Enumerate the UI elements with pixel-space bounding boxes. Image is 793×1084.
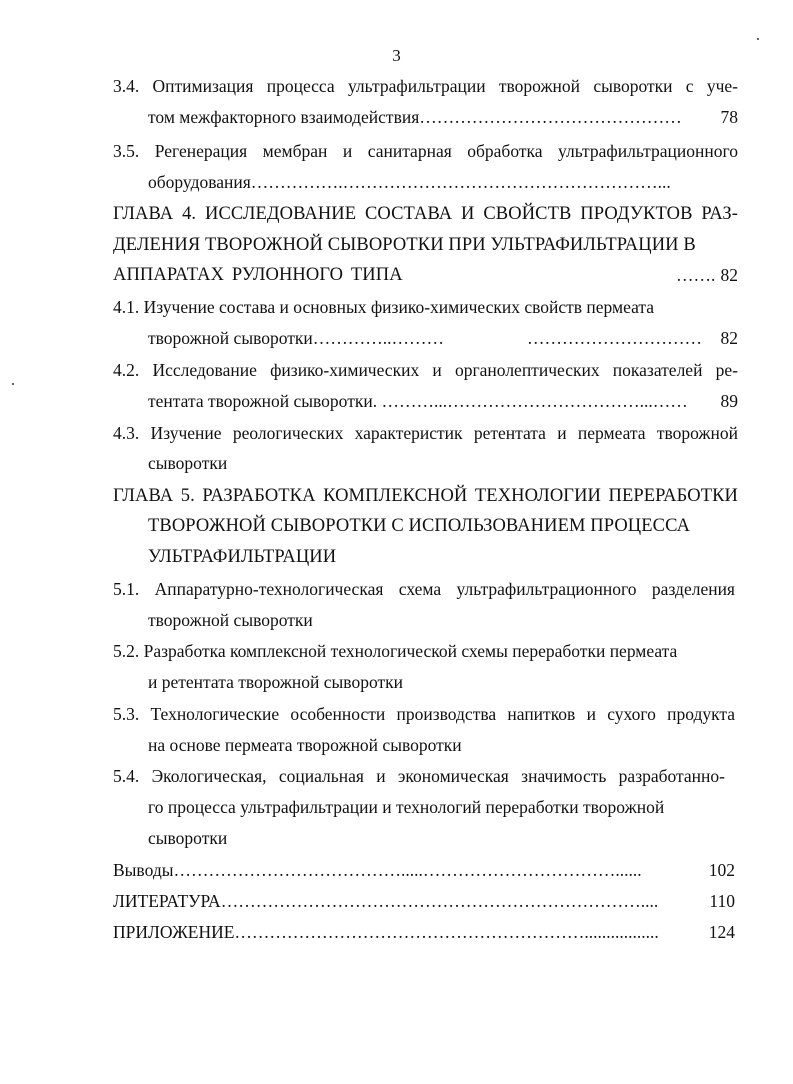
toc-4-2-page: 89 xyxy=(720,391,738,411)
toc-5-4-line-1: 5.4. Экологическая, социальная и экономическая значимость разработанно- xyxy=(113,766,725,786)
toc-5-4-line-3: сыворотки xyxy=(148,828,228,848)
toc-4-1-page: 82 xyxy=(720,328,738,348)
page-number: 3 xyxy=(392,46,401,65)
toc-3-4-line-2: том межфакторного взаимодействия……………………………………… xyxy=(148,107,682,127)
toc-5-2-line-2: и ретентата творожной сыворотки xyxy=(148,672,403,692)
toc-3-4-page: 78 xyxy=(720,107,738,127)
toc-4-2-line-2: тентата творожной сыворотки. ………...……………………………...…… xyxy=(148,391,688,411)
toc-conclusions: Выводы………………………………….....……………………………...... xyxy=(113,860,642,880)
toc-5-3-line-2: на основе пермеата творожной сыворотки xyxy=(148,735,462,755)
toc-conclusions-page: 102 xyxy=(708,860,735,880)
toc-3-5-line-2: оборудования…………….………………………………………………... xyxy=(148,172,671,192)
toc-4-1-dots: ………………………… xyxy=(527,328,702,348)
chapter-4-dots: ……. xyxy=(676,265,716,285)
chapter-4-heading-line-1: ГЛАВА 4. ИССЛЕДОВАНИЕ СОСТАВА И СВОЙСТВ ПРОДУКТОВ РАЗ- xyxy=(113,204,738,224)
scan-speck xyxy=(12,383,14,385)
toc-4-1-line-1: 4.1. Изучение состава и основных физико-химических свойств пермеата xyxy=(113,297,655,317)
chapter-5-heading-line-3: УЛЬТРАФИЛЬТРАЦИИ xyxy=(148,547,337,567)
toc-5-1-line-2: творожной сыворотки xyxy=(148,610,313,630)
toc-literature: ЛИТЕРАТУРА……………………………………………………………….... xyxy=(113,891,659,911)
toc-4-3-line-2: сыворотки xyxy=(148,453,228,473)
toc-3-5-line-1: 3.5. Регенерация мембран и санитарная обработка ультрафильтрационного xyxy=(113,141,738,161)
toc-5-2-line-1: 5.2. Разработка комплексной технологической схемы переработки пермеата xyxy=(113,641,678,661)
scan-speck xyxy=(757,38,759,40)
toc-5-3-line-1: 5.3. Технологические особенности производства напитков и сухого продукта xyxy=(113,704,735,724)
chapter-4-heading-line-2: ДЕЛЕНИЯ ТВОРОЖНОЙ СЫВОРОТКИ ПРИ УЛЬТРАФИЛЬТРАЦИИ В xyxy=(113,235,696,255)
toc-4-1-line-2: творожной сыворотки…………..……… xyxy=(148,328,445,348)
toc-literature-page: 110 xyxy=(709,891,735,911)
toc-5-4-line-2: го процесса ультрафильтрации и технологий переработки творожной xyxy=(148,797,665,817)
toc-4-3-line-1: 4.3. Изучение реологических характеристик ретентата и пермеата творожной xyxy=(113,423,738,443)
toc-appendix: ПРИЛОЖЕНИЕ……………………………………………………................. xyxy=(113,922,659,942)
toc-3-4-line-1: 3.4. Оптимизация процесса ультрафильтрации творожной сыворотки с уче- xyxy=(113,76,738,96)
toc-4-2-line-1: 4.2. Исследование физико-химических и органолептических показателей ре- xyxy=(113,360,738,380)
chapter-4-heading-line-3: АППАРАТАХ РУЛОННОГО ТИПА xyxy=(113,265,403,285)
chapter-5-heading-line-1: ГЛАВА 5. РАЗРАБОТКА КОМПЛЕКСНОЙ ТЕХНОЛОГИИ ПЕРЕРАБОТКИ xyxy=(113,486,738,506)
toc-appendix-page: 124 xyxy=(708,922,735,942)
chapter-4-page: 82 xyxy=(720,265,738,285)
chapter-5-heading-line-2: ТВОРОЖНОЙ СЫВОРОТКИ С ИСПОЛЬЗОВАНИЕМ ПРОЦЕССА xyxy=(148,516,691,536)
toc-5-1-line-1: 5.1. Аппаратурно-технологическая схема ультрафильтрационного разделения xyxy=(113,579,735,599)
